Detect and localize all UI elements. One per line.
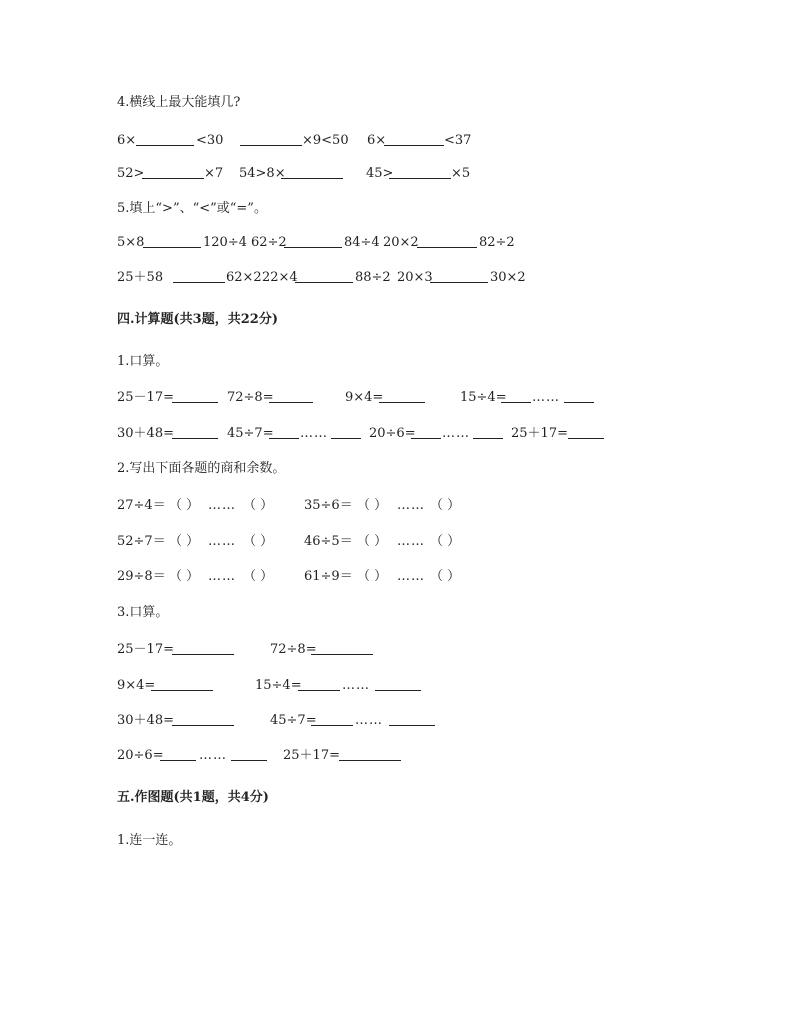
q4-title: 4.横线上最大能填几? (117, 95, 241, 110)
blank[interactable] (142, 165, 204, 183)
blank[interactable] (143, 234, 201, 252)
blank[interactable] (331, 425, 361, 443)
blank[interactable] (281, 165, 343, 183)
blank[interactable] (160, 747, 196, 765)
blank[interactable] (379, 389, 425, 407)
blank[interactable] (172, 712, 234, 730)
blank[interactable] (389, 712, 435, 730)
blank[interactable] (172, 641, 234, 659)
blank[interactable] (339, 747, 401, 765)
blank[interactable] (501, 389, 531, 407)
blank[interactable] (231, 747, 267, 765)
c2-title: 2.写出下面各题的商和余数。 (117, 461, 286, 476)
blank[interactable] (295, 269, 353, 287)
c3-title: 3.口算。 (117, 605, 169, 620)
blank[interactable] (269, 389, 313, 407)
blank[interactable] (389, 165, 451, 183)
d1-title: 1.连一连。 (117, 833, 182, 848)
blank[interactable] (564, 389, 594, 407)
blank[interactable] (240, 132, 302, 150)
blank[interactable] (284, 234, 342, 252)
blank[interactable] (172, 389, 218, 407)
section-4-title: 四.计算题(共3题，共22分) (117, 312, 278, 327)
blank[interactable] (568, 425, 604, 443)
blank[interactable] (430, 269, 488, 287)
blank[interactable] (172, 425, 218, 443)
blank[interactable] (269, 425, 299, 443)
blank[interactable] (311, 712, 353, 730)
blank[interactable] (411, 425, 441, 443)
q5-title: 5.填上“>”、“<”或“=”。 (117, 201, 267, 216)
blank[interactable] (417, 234, 477, 252)
blank[interactable] (311, 641, 373, 659)
blank[interactable] (375, 677, 421, 695)
c1-title: 1.口算。 (117, 354, 169, 369)
section-5-title: 五.作图题(共1题，共4分) (117, 790, 269, 805)
blank[interactable] (136, 132, 194, 150)
blank[interactable] (151, 677, 213, 695)
blank[interactable] (298, 677, 340, 695)
blank[interactable] (473, 425, 503, 443)
blank[interactable] (384, 132, 444, 150)
blank[interactable] (173, 269, 225, 287)
